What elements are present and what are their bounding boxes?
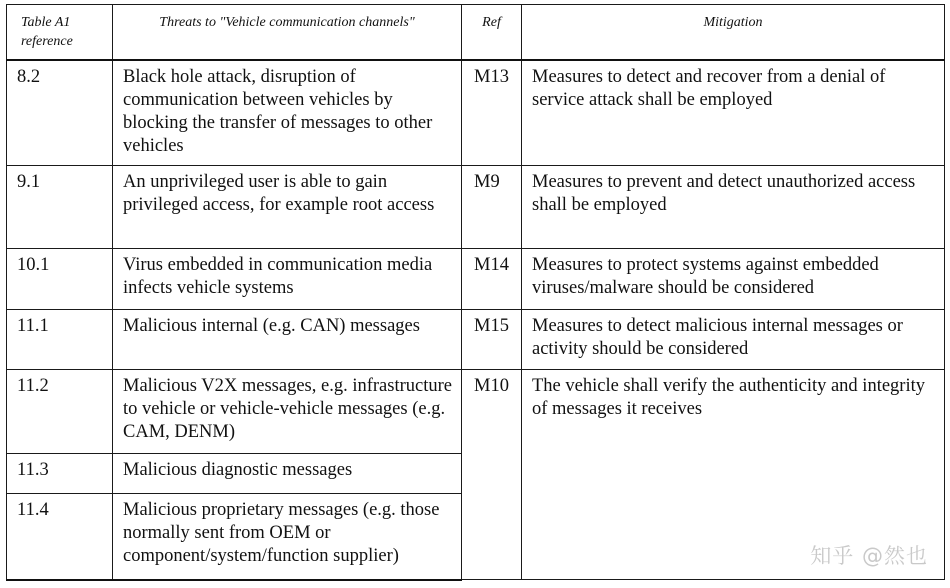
row-ref: 11.1 — [7, 310, 113, 370]
table-row — [7, 166, 945, 249]
watermark: 知乎 @然也 — [810, 544, 928, 568]
row-ref: 11.4 — [7, 494, 113, 580]
table-row — [7, 310, 945, 370]
row-ref: 9.1 — [7, 166, 113, 249]
row-mitigation: Measures to protect systems against embedded viruses/malware should be considered — [522, 249, 945, 310]
header-threats: Threats to "Vehicle communication channels" — [113, 5, 462, 60]
row-ref: 11.3 — [7, 454, 113, 494]
header-row — [7, 5, 945, 60]
row-ref: 11.2 — [7, 370, 113, 454]
row-threat: Black hole attack, disruption of communication between vehicles by blocking the transfer of messages to other vehicles — [113, 60, 462, 166]
row-threat: Malicious proprietary messages (e.g. those normally sent from OEM or component/system/function supplier) — [113, 494, 462, 580]
header-mitigation: Mitigation — [522, 5, 945, 60]
table-row — [7, 60, 945, 166]
header-table-a1-reference — [7, 5, 113, 60]
row-threat: An unprivileged user is able to gain privileged access, for example root access — [113, 166, 462, 249]
row-threat: Malicious V2X messages, e.g. infrastructure to vehicle or vehicle-vehicle messages (e.g. CAM, DENM) — [113, 370, 462, 454]
table-row — [7, 370, 945, 454]
threats-table — [6, 4, 945, 581]
row-mitigation: Measures to detect and recover from a denial of service attack shall be employed — [522, 60, 945, 166]
row-mitigation-ref: M14 — [462, 249, 522, 310]
row-mitigation-ref: M15 — [462, 310, 522, 370]
header-ref: Ref — [462, 5, 522, 60]
row-mitigation: The vehicle shall verify the authenticity and integrity of messages it receives — [522, 370, 945, 580]
row-mitigation-ref: M9 — [462, 166, 522, 249]
row-threat: Virus embedded in communication media infects vehicle systems — [113, 249, 462, 310]
row-mitigation-ref: M13 — [462, 60, 522, 166]
header-ref-line1: Table A1 — [21, 15, 71, 30]
header-ref-line2: reference — [21, 34, 73, 49]
row-threat: Malicious diagnostic messages — [113, 454, 462, 494]
row-ref: 10.1 — [7, 249, 113, 310]
row-threat: Malicious internal (e.g. CAN) messages — [113, 310, 462, 370]
row-mitigation-ref: M10 — [462, 370, 522, 580]
row-mitigation: Measures to detect malicious internal messages or activity should be considered — [522, 310, 945, 370]
row-mitigation: Measures to prevent and detect unauthorized access shall be employed — [522, 166, 945, 249]
row-ref: 8.2 — [7, 60, 113, 166]
table-row — [7, 249, 945, 310]
